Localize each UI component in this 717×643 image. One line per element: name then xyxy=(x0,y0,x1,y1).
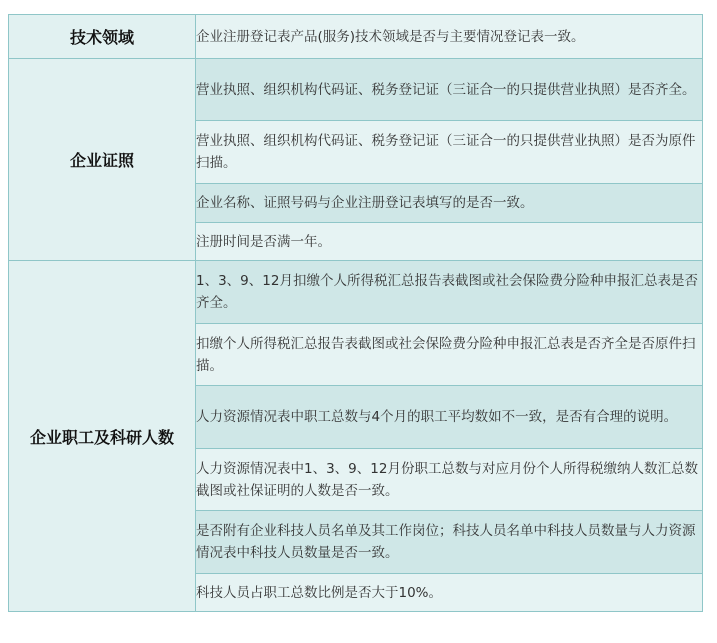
check-item: 营业执照、组织机构代码证、税务登记证（三证合一的只提供营业执照）是否为原件扫描。 xyxy=(196,121,703,184)
check-item: 人力资源情况表中1、3、9、12月份职工总数与对应月份个人所得税缴纳人数汇总数截图或社保证明的人数是否一致。 xyxy=(196,449,703,511)
check-item: 企业名称、证照号码与企业注册登记表填写的是否一致。 xyxy=(196,184,703,223)
table-row xyxy=(9,59,703,121)
check-item: 企业注册登记表产品(服务)技术领域是否与主要情况登记表一致。 xyxy=(196,15,703,59)
check-item: 1、3、9、12月扣缴个人所得税汇总报告表截图或社会保险费分险种申报汇总表是否齐全。 xyxy=(196,261,703,324)
table-row xyxy=(9,15,703,59)
table-row xyxy=(9,261,703,324)
check-item: 营业执照、组织机构代码证、税务登记证（三证合一的只提供营业执照）是否齐全。 xyxy=(196,59,703,121)
check-item: 扣缴个人所得税汇总报告表截图或社会保险费分险种申报汇总表是否齐全是否原件扫描。 xyxy=(196,324,703,386)
check-item: 科技人员占职工总数比例是否大于10%。 xyxy=(196,574,703,612)
check-item: 人力资源情况表中职工总数与4个月的职工平均数如不一致，是否有合理的说明。 xyxy=(196,386,703,449)
check-item: 是否附有企业科技人员名单及其工作岗位；科技人员名单中科技人员数量与人力资源情况表中科技人员数量是否一致。 xyxy=(196,511,703,574)
category-staff-researchers: 企业职工及科研人数 xyxy=(9,261,196,612)
check-item: 注册时间是否满一年。 xyxy=(196,223,703,261)
category-tech-field: 技术领域 xyxy=(9,15,196,59)
category-enterprise-license: 企业证照 xyxy=(9,59,196,261)
checklist-table xyxy=(8,14,703,612)
